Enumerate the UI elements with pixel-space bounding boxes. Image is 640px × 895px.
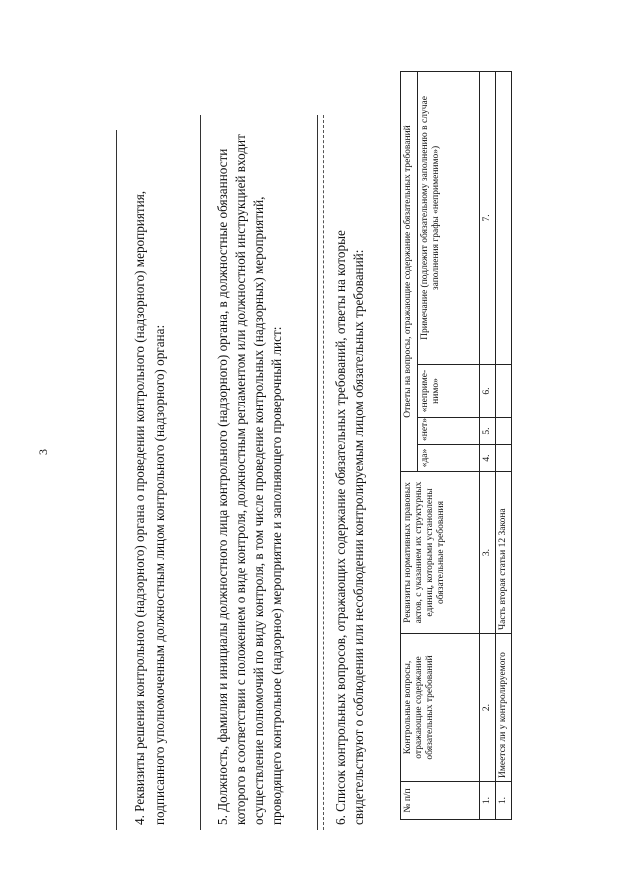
header-num: № п/п bbox=[401, 782, 480, 820]
header-no: «нет» bbox=[418, 418, 480, 445]
header-yes: «да» bbox=[418, 445, 480, 472]
section-5-line-4: проводящего контрольное (надзорное) мероприятие и заполняющего проверочный лист: bbox=[269, 326, 284, 825]
index-cell: 4. bbox=[480, 445, 496, 472]
page-number: 3 bbox=[36, 449, 50, 455]
index-cell: 1. bbox=[480, 782, 496, 820]
index-cell: 3. bbox=[480, 472, 496, 634]
row-num: 1. bbox=[496, 782, 512, 820]
row-na[interactable] bbox=[496, 365, 512, 418]
section-6-line-2: свидетельствуют о соблюдении или несоблюдении контролируемым лицом обязательных требований: bbox=[351, 249, 366, 825]
header-na: «неприме-нимо» bbox=[418, 365, 480, 418]
section-5-line-1: 5. Должность, фамилия и инициалы должностного лица контрольного (надзорного) органа, в должностные обязанности bbox=[215, 148, 230, 825]
index-cell: 6. bbox=[480, 365, 496, 418]
requirements-table bbox=[400, 71, 512, 820]
header-requisites: Реквизиты нормативных правовых актов, с указанием их структурных единиц, которыми установлены обязательные требования bbox=[401, 472, 480, 634]
header-note: Примечание (подлежит обязательному заполнению в случае заполнения графы «неприменимо») bbox=[418, 71, 480, 364]
divider bbox=[116, 130, 117, 830]
fill-line bbox=[317, 115, 318, 830]
row-yes[interactable] bbox=[496, 445, 512, 472]
header-questions: Контрольные вопросы, отражающие содержание обязательных требований bbox=[401, 634, 480, 782]
section-5-line-3: осуществление полномочий по виду контроля, в том числе проведение контрольных (надзорных) мероприятий, bbox=[251, 196, 266, 825]
fill-line-dashed bbox=[323, 115, 324, 830]
section-5-line-2: которого в соответствии с положением о виде контроля, должностным регламентом или должностной инструкцией входит bbox=[233, 134, 248, 825]
table-row bbox=[496, 71, 512, 819]
row-note[interactable] bbox=[496, 71, 512, 364]
fill-line bbox=[200, 115, 201, 830]
index-cell: 7. bbox=[480, 71, 496, 364]
row-requisite: Часть вторая статьи 12 Закона bbox=[496, 472, 512, 634]
row-question: Имеется ли у контролируемого bbox=[496, 634, 512, 782]
header-answers-group: Ответы на вопросы, отражающие содержание обязательных требований bbox=[401, 71, 418, 471]
row-no[interactable] bbox=[496, 418, 512, 445]
index-cell: 5. bbox=[480, 418, 496, 445]
section-6-line-1: 6. Список контрольных вопросов, отражающих содержание обязательных требований, ответы на которые bbox=[333, 230, 348, 825]
section-4-line-1: 4. Реквизиты решения контрольного (надзорного) органа о проведении контрольного (надзорного) мероприятия, bbox=[132, 190, 147, 825]
section-4-line-2: подписанного уполномоченным должностным лицом контрольного (надзорного) органа: bbox=[152, 324, 167, 825]
index-cell: 2. bbox=[480, 634, 496, 782]
